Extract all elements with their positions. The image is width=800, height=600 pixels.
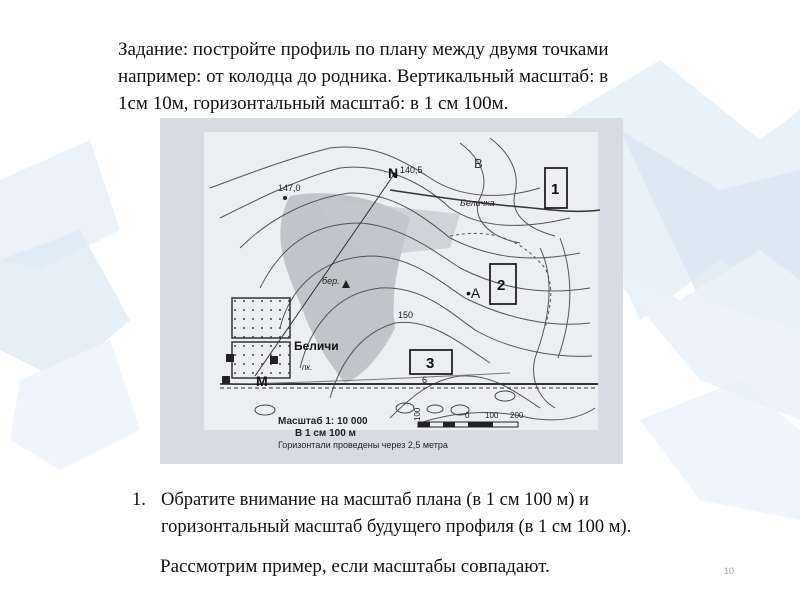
height-140-label: 140,5: [400, 165, 423, 175]
label-a: •A: [466, 285, 481, 301]
note-line-1: Обратите внимание на масштаб плана (в 1 см 100 м) и: [161, 490, 589, 510]
slide-number: 10: [724, 566, 735, 576]
label-n: N: [388, 165, 399, 181]
task-text: [118, 36, 718, 117]
box-2-label: 2: [497, 277, 506, 294]
task-line-1: Задание: постройте профиль по плану между двумя точками: [118, 39, 609, 60]
label-b: B: [474, 156, 483, 171]
pk-label: пк.: [302, 363, 313, 372]
scale-contours: Горизонтали проведены через 2,5 метра: [278, 440, 448, 450]
box-3-label: 3: [426, 355, 435, 372]
forest-label: бер.: [322, 276, 340, 286]
scale-title: Масштаб 1: 10 000: [278, 416, 368, 427]
village-label: Беличи: [294, 339, 339, 353]
task-line-2: например: от колодца до родника. Вертикальный масштаб: в: [118, 66, 609, 87]
height-147-label: 147,0: [278, 183, 301, 193]
numbered-note: [132, 487, 752, 541]
ruler-label-100b: 100: [485, 411, 499, 420]
task-line-3: 1см 10м, горизонтальный масштаб: в 1 см 100м.: [118, 93, 509, 114]
ruler-label-0: 0: [465, 411, 470, 420]
topographic-map-photo: [160, 118, 623, 464]
ruler-label-200: 200: [510, 411, 524, 420]
example-text: Рассмотрим пример, если масштабы совпадают.: [160, 556, 550, 577]
river-label: Беличка: [460, 198, 495, 208]
label-m: M: [256, 373, 268, 389]
ruler-label-100a: 100: [413, 407, 422, 421]
scale-cm: В 1 см 100 м: [295, 428, 356, 439]
contour-150-label: 150: [398, 310, 414, 320]
box-1-label: 1: [551, 181, 560, 198]
note-number: 1.: [132, 490, 146, 510]
contour-6-label: 6: [422, 375, 428, 385]
note-line-2: горизонтальный масштаб будущего профиля (в 1 см 100 м).: [161, 517, 632, 537]
